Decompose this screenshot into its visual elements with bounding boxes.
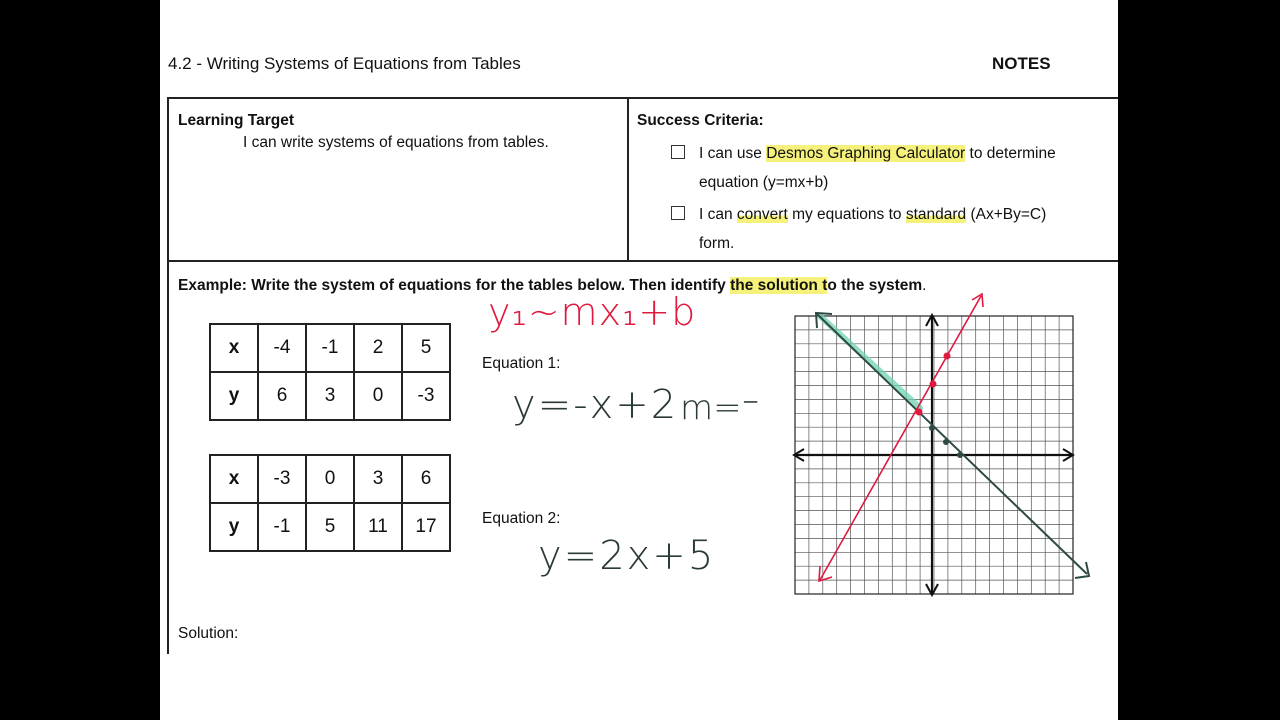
table-2-y-cell: 5: [306, 503, 354, 551]
success-criteria-heading: Success Criteria:: [637, 112, 764, 129]
line-1-point: [943, 439, 949, 445]
criterion-1-highlight: Desmos Graphing Calculator: [766, 145, 966, 162]
table-1-x-cell: -4: [258, 324, 306, 372]
table-2-x-header: x: [210, 455, 258, 503]
criterion-2-checkbox[interactable]: [671, 206, 685, 220]
table-1-x-cell: 5: [402, 324, 450, 372]
table-2-x-cell: 3: [354, 455, 402, 503]
criterion-2-highlight-convert: convert: [736, 206, 788, 223]
document-title: 4.2 - Writing Systems of Equations from Tables: [168, 54, 521, 73]
handwritten-slope-formula: y₁~mx₁+b: [488, 290, 697, 334]
line-2-point: [944, 353, 951, 360]
table-2-y-row: [210, 503, 450, 551]
notes-page: [160, 0, 1118, 720]
criterion-1: [671, 139, 1071, 197]
line-1-point: [929, 425, 935, 431]
line-1: [817, 314, 1087, 574]
handwritten-slope: m=⁻: [680, 388, 760, 428]
criterion-1-text-post: to determine: [965, 145, 1056, 162]
table-2-x-cell: 6: [402, 455, 450, 503]
criterion-2-text-pre: I can: [699, 206, 737, 223]
example-highlight: the solution t: [730, 277, 828, 294]
line-2-point: [930, 381, 937, 388]
table-2-y-cell: 17: [402, 503, 450, 551]
table-1-y-header: y: [210, 372, 258, 420]
example-period: .: [922, 277, 927, 294]
criterion-1-line2: equation (y=mx+b): [699, 174, 829, 191]
table-2-x-cell: -3: [258, 455, 306, 503]
header-divider: [627, 97, 629, 262]
table-1-y-row: [210, 372, 450, 420]
table-1-y-cell: 3: [306, 372, 354, 420]
equation-2-label: Equation 2:: [482, 510, 561, 527]
table-1-y-cell: 0: [354, 372, 402, 420]
criterion-2-highlight-standard: standard: [905, 206, 967, 223]
table-2-y-header: y: [210, 503, 258, 551]
table-2-y-cell: -1: [258, 503, 306, 551]
line-2-point: [916, 409, 923, 416]
coordinate-grid: [780, 288, 1110, 608]
left-margin-rule: [167, 262, 169, 654]
table-1-x-header: x: [210, 324, 258, 372]
table-2-x-row: [210, 455, 450, 503]
criterion-2: [671, 200, 1071, 258]
table-2-x-cell: 0: [306, 455, 354, 503]
example-text-pre: Example: Write the system of equations for the tables below. Then identify: [178, 277, 731, 294]
line-1-point: [957, 452, 963, 458]
notes-label: NOTES: [992, 54, 1051, 73]
solution-label: Solution:: [178, 625, 239, 642]
learning-target-heading: Learning Target: [178, 112, 294, 129]
criterion-2-text-post: (Ax+By=C): [966, 206, 1047, 223]
table-1-x-cell: -1: [306, 324, 354, 372]
criterion-1-text-pre: I can use: [699, 145, 767, 162]
criterion-2-line2: form.: [699, 235, 735, 252]
learning-target-text: I can write systems of equations from tables.: [243, 134, 549, 151]
table-1-x-cell: 2: [354, 324, 402, 372]
handwritten-equation-1: y=-x+2: [512, 382, 679, 428]
table-1: [209, 323, 451, 421]
criterion-1-checkbox[interactable]: [671, 145, 685, 159]
criterion-2-text-mid: my equations to: [787, 206, 906, 223]
table-1-y-cell: 6: [258, 372, 306, 420]
table-2: [209, 454, 451, 552]
table-1-y-cell: -3: [402, 372, 450, 420]
equation-1-label: Equation 1:: [482, 355, 561, 372]
example-text-post: o the system: [827, 277, 923, 294]
handwritten-equation-2: y=2x+5: [538, 533, 716, 579]
line-2-arrow-top: [972, 294, 983, 307]
table-2-y-cell: 11: [354, 503, 402, 551]
table-1-x-row: [210, 324, 450, 372]
